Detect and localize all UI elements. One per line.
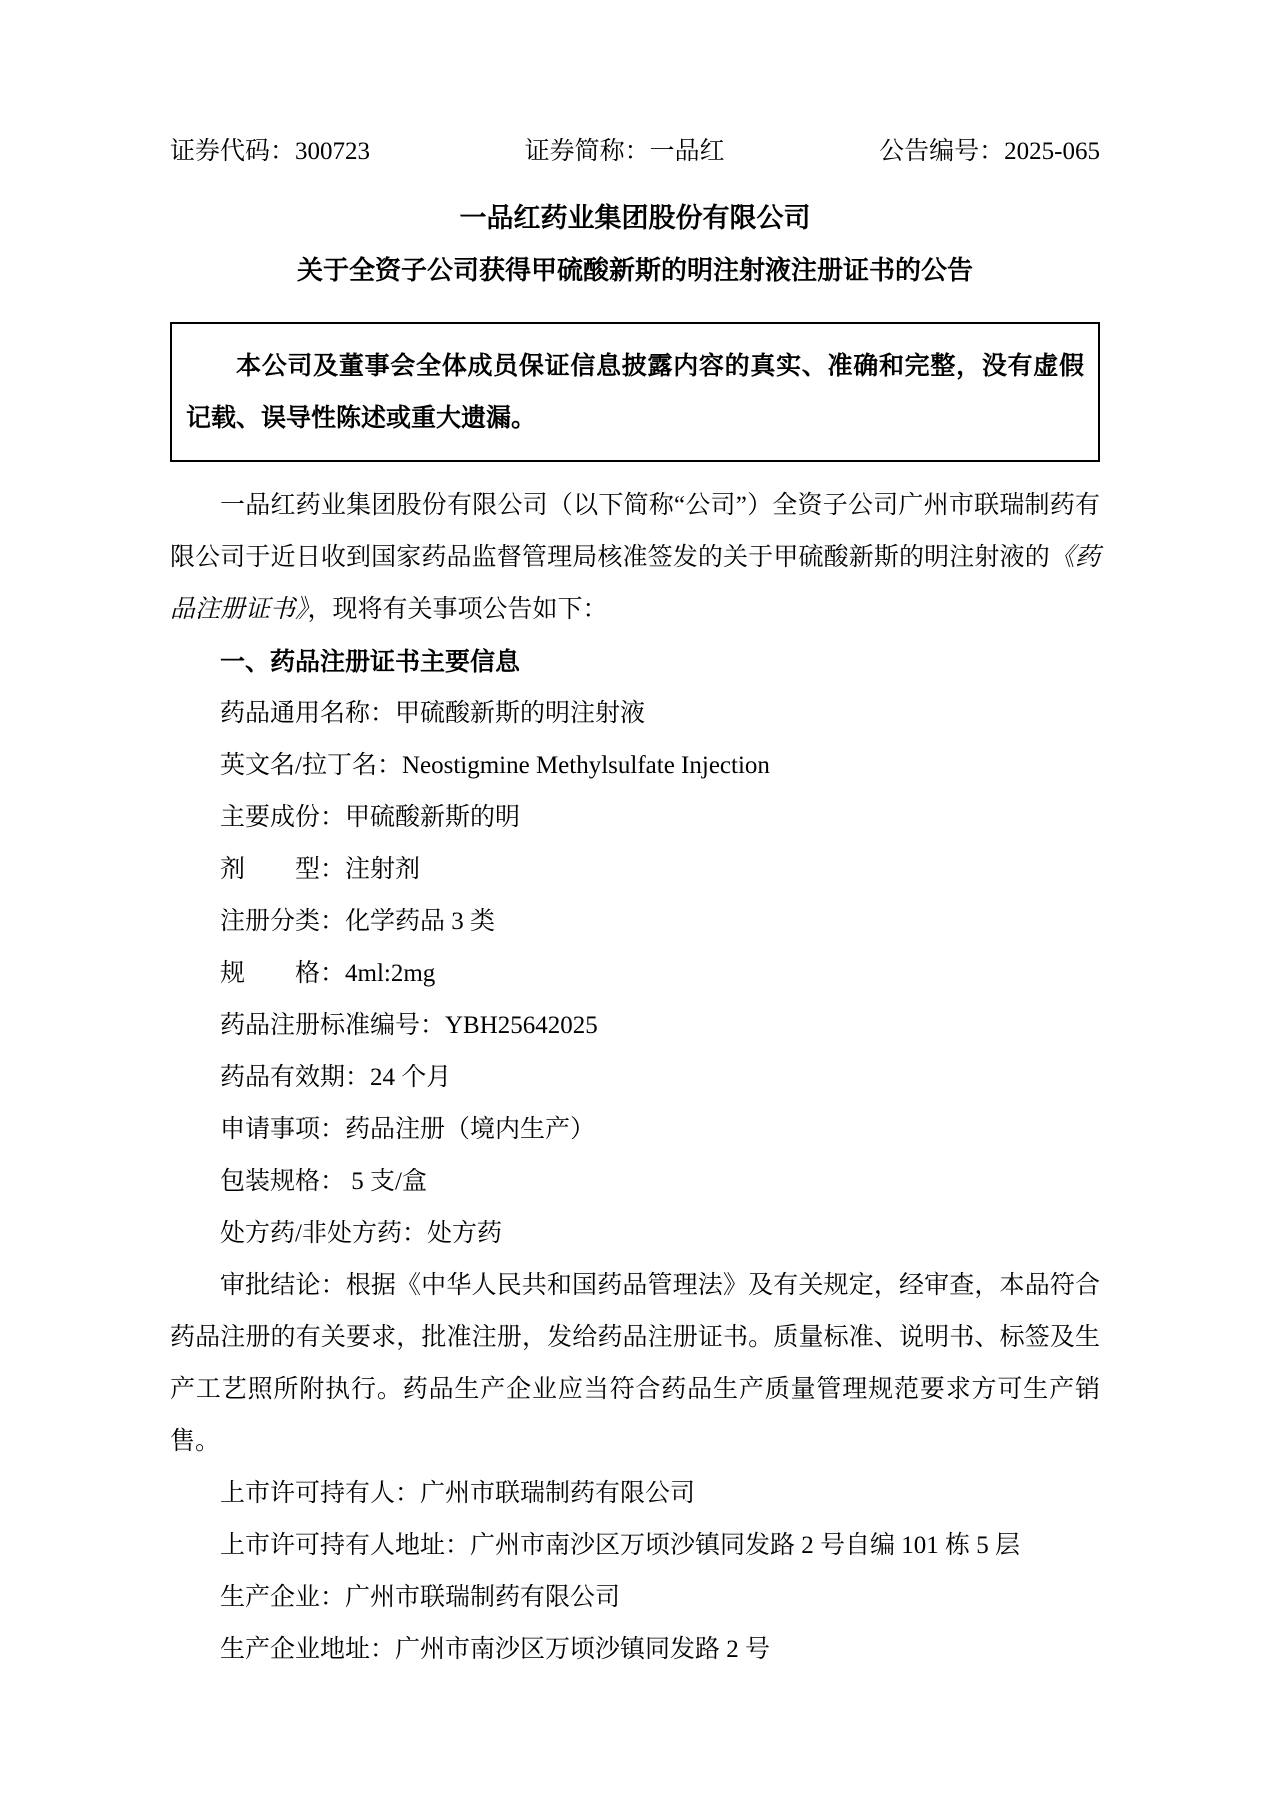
announcement-number: 公告编号：2025-065 [879, 138, 1100, 165]
detail-specification: 规 格：4ml:2mg [220, 960, 436, 987]
intro-paragraph [170, 480, 1100, 636]
detail-standard-number: 药品注册标准编号：YBH25642025 [220, 1012, 598, 1039]
detail-main-ingredient: 主要成份：甲硫酸新斯的明 [220, 804, 521, 831]
stock-short-name: 证券简称：一品红 [524, 138, 725, 165]
detail-package-spec: 包装规格： 5 支/盒 [220, 1168, 427, 1195]
company-title: 一品红药业集团股份有限公司 [459, 203, 811, 234]
disclaimer-box [170, 322, 1100, 462]
detail-dosage-form: 剂 型：注射剂 [220, 856, 421, 883]
intro-part1: 一品红药业集团股份有限公司（以下简称“公司”）全资子公司广州市联瑞制药有限公司于近日收到国家药品监督管理局核准签发的关于甲硫酸新斯的明注射液的 [170, 492, 1100, 571]
stock-code: 证券代码：300723 [170, 138, 371, 165]
securities-header-row [170, 126, 1100, 178]
detail-manufacturer: 生产企业：广州市联瑞制药有限公司 [220, 1584, 621, 1611]
detail-license-holder-address: 上市许可持有人地址：广州市南沙区万顷沙镇同发路 2 号自编 101 栋 5 层 [220, 1532, 1021, 1559]
detail-generic-name: 药品通用名称：甲硫酸新斯的明注射液 [220, 700, 646, 727]
intro-part2: ，现将有关事项公告如下： [307, 596, 608, 623]
detail-application-item: 申请事项：药品注册（境内生产） [220, 1116, 596, 1143]
disclaimer-text: 本公司及董事会全体成员保证信息披露内容的真实、准确和完整，没有虚假记载、误导性陈述或重大遗漏。 [186, 351, 1084, 432]
certificate-title-italic: 《药品注册证书》 [170, 544, 1100, 623]
document-content [170, 0, 1100, 1676]
section1-heading: 一、药品注册证书主要信息 [220, 647, 521, 676]
detail-prescription-type: 处方药/非处方药：处方药 [220, 1220, 502, 1247]
approval-conclusion-paragraph: 审批结论：根据《中华人民共和国药品管理法》及有关规定，经审查，本品符合药品注册的有关要求，批准注册，发给药品注册证书。质量标准、说明书、标签及生产工艺照所附执行。药品生产企业应当符合药品生产质量管理规范要求方可生产销售。 [170, 1272, 1100, 1455]
detail-license-holder: 上市许可持有人：广州市联瑞制药有限公司 [220, 1480, 696, 1507]
detail-registration-class: 注册分类：化学药品 3 类 [220, 908, 496, 935]
detail-validity-period: 药品有效期：24 个月 [220, 1064, 452, 1091]
detail-manufacturer-address: 生产企业地址：广州市南沙区万顷沙镇同发路 2 号 [220, 1636, 771, 1663]
detail-english-name: 英文名/拉丁名：Neostigmine Methylsulfate Injection [220, 752, 770, 779]
announcement-subtitle: 关于全资子公司获得甲硫酸新斯的明注射液注册证书的公告 [296, 256, 973, 286]
